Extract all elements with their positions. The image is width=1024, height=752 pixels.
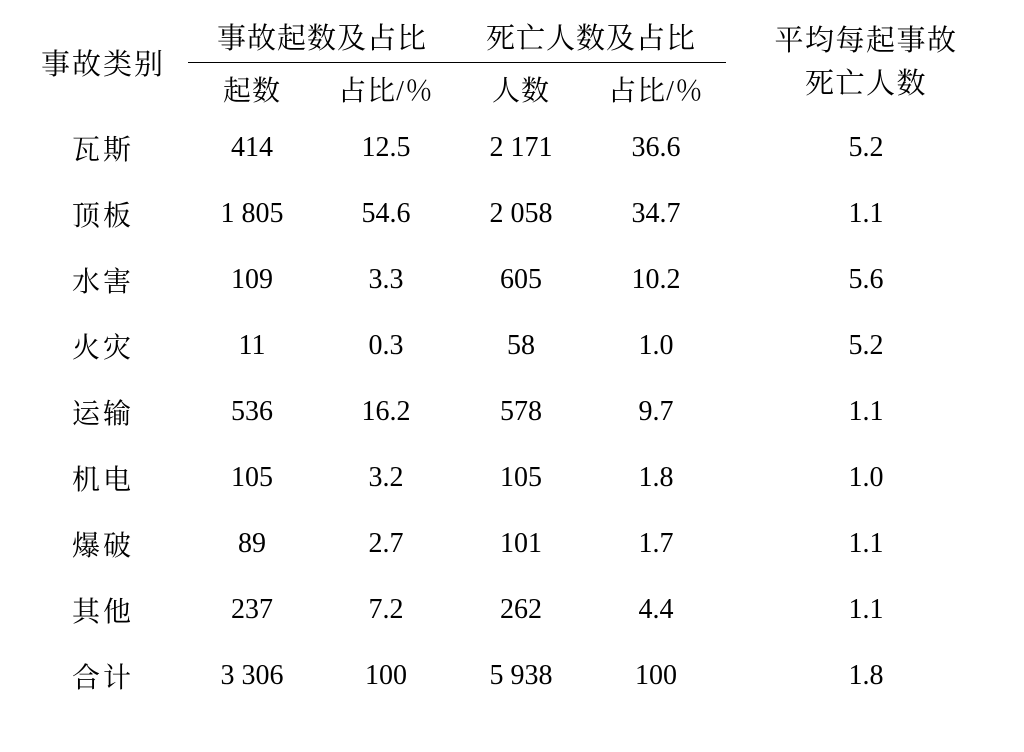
- cell-deaths: 5 938: [489, 660, 553, 691]
- cell-deaths-pct: 9.7: [638, 396, 674, 427]
- cell-deaths: 2 058: [489, 198, 553, 229]
- header-accidents-count: 起数: [222, 76, 281, 107]
- cell-accidents-pct: 16.2: [361, 396, 411, 427]
- cell-deaths: 605: [500, 264, 543, 295]
- table-row: [18, 115, 1006, 181]
- table-row: [18, 313, 1006, 379]
- cell-accidents: 89: [238, 528, 266, 559]
- cell-deaths-pct: 1.0: [638, 330, 674, 361]
- cell-deaths-pct: 10.2: [631, 264, 681, 295]
- cell-accidents: 11: [238, 330, 266, 361]
- header-avg-deaths-line1: 平均每起事故: [774, 25, 958, 58]
- cell-category: 运输: [71, 399, 134, 430]
- cell-accidents-pct: 12.5: [361, 132, 411, 163]
- table-row: [18, 247, 1006, 313]
- cell-avg: 1.0: [848, 462, 884, 493]
- table-row: [18, 511, 1006, 577]
- table-row-total: [18, 643, 1006, 709]
- cell-category: 顶板: [71, 201, 134, 232]
- cell-category: 水害: [71, 267, 134, 298]
- header-group-accidents: 事故起数及占比: [188, 10, 456, 63]
- cell-avg: 1.1: [848, 594, 884, 625]
- cell-category: 其他: [71, 597, 134, 628]
- table-row: [18, 181, 1006, 247]
- cell-accidents: 237: [231, 594, 273, 625]
- cell-avg: 5.2: [848, 330, 884, 361]
- cell-accidents: 105: [231, 462, 273, 493]
- cell-accidents: 1 805: [220, 198, 284, 229]
- cell-accidents-pct: 0.3: [368, 330, 404, 361]
- cell-deaths: 101: [500, 528, 543, 559]
- cell-category: 爆破: [71, 531, 134, 562]
- header-deaths-count: 人数: [492, 76, 551, 107]
- cell-accidents-pct: 100: [365, 660, 407, 691]
- cell-deaths: 105: [500, 462, 543, 493]
- header-accidents-pct: 占比/％: [338, 76, 434, 107]
- cell-category: 瓦斯: [71, 135, 134, 166]
- cell-accidents: 414: [231, 132, 273, 163]
- cell-category: 火灾: [71, 333, 134, 364]
- cell-avg: 1.1: [848, 396, 884, 427]
- cell-deaths: 262: [500, 594, 543, 625]
- table-row: [18, 379, 1006, 445]
- cell-accidents: 109: [231, 264, 273, 295]
- cell-deaths-pct: 34.7: [631, 198, 681, 229]
- cell-deaths-pct: 1.7: [638, 528, 674, 559]
- cell-category: 机电: [71, 465, 134, 496]
- header-avg-deaths: [726, 10, 1006, 115]
- cell-accidents: 536: [231, 396, 273, 427]
- header-deaths-pct: 占比/％: [608, 76, 704, 107]
- table-header-row-1: [18, 10, 1006, 63]
- cell-deaths-pct: 100: [635, 660, 678, 691]
- cell-avg: 5.6: [848, 264, 884, 295]
- cell-deaths: 578: [500, 396, 543, 427]
- cell-deaths-pct: 4.4: [638, 594, 674, 625]
- table-row: [18, 445, 1006, 511]
- cell-avg: 5.2: [848, 132, 884, 163]
- cell-deaths-pct: 1.8: [638, 462, 674, 493]
- cell-avg: 1.1: [848, 528, 884, 559]
- accident-statistics-table: [18, 10, 1006, 715]
- cell-category: 合计: [71, 663, 134, 694]
- cell-accidents-pct: 3.2: [368, 462, 404, 493]
- header-avg-deaths-line2: 死亡人数: [805, 67, 928, 100]
- table-row: [18, 577, 1006, 643]
- cell-avg: 1.1: [848, 198, 884, 229]
- cell-accidents: 3 306: [220, 660, 284, 691]
- cell-deaths: 2 171: [489, 132, 553, 163]
- cell-accidents-pct: 54.6: [361, 198, 411, 229]
- cell-accidents-pct: 7.2: [368, 594, 404, 625]
- header-group-deaths: 死亡人数及占比: [456, 10, 726, 63]
- cell-deaths: 58: [507, 330, 536, 361]
- cell-deaths-pct: 36.6: [631, 132, 681, 163]
- table-bottom-rule: [18, 709, 1006, 715]
- header-category: 事故类别: [40, 49, 165, 81]
- cell-accidents-pct: 3.3: [368, 264, 404, 295]
- cell-avg: 1.8: [848, 660, 884, 691]
- cell-accidents-pct: 2.7: [368, 528, 404, 559]
